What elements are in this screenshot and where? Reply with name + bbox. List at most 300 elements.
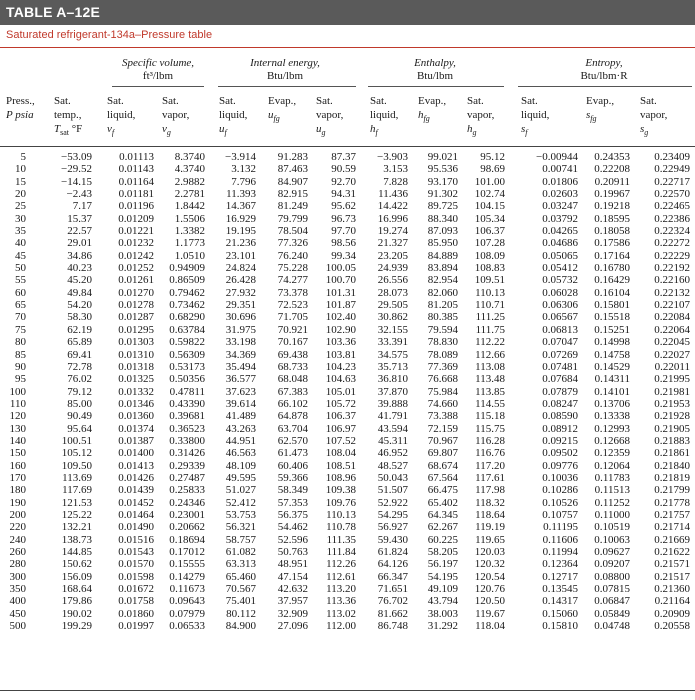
cell-hf: 19.274 [377,225,408,238]
cell-ug: 104.63 [325,373,356,386]
cell-sf: 0.08247 [542,397,578,410]
header-sg: Sat. vapor, $s_g$ [640,95,668,138]
cell-sfg: 0.05849 [594,607,630,620]
cell-temp: 150.62 [61,558,92,571]
cell-vf: 0.01860 [118,607,154,620]
cell-uf: 49.595 [225,471,256,484]
cell-sg: 0.21757 [654,508,690,521]
cell-vg: 4.3740 [174,163,205,176]
cell-press: 5 [20,151,26,163]
cell-ufg: 79.799 [277,212,308,225]
cell-sf: 0.06813 [542,323,578,336]
cell-ufg: 81.249 [277,200,308,213]
cell-uf: 30.696 [225,311,256,324]
header-press: Press., P psia [6,95,35,121]
cell-sf: 0.12364 [542,558,578,571]
group-line-internal-energy [218,86,356,87]
cell-vg: 0.14279 [169,570,205,583]
header-vf: Sat. liquid, $v_f$ [107,95,136,138]
cell-sg: 0.22949 [654,163,690,176]
cell-sfg: 0.12064 [594,459,630,472]
cell-sg: 0.22570 [654,188,690,201]
cell-ug: 108.96 [325,471,356,484]
cell-hfg: 99.021 [427,151,458,163]
cell-press: 110 [9,397,26,410]
cell-ug: 94.31 [331,188,356,201]
subtitle-rule [0,47,695,48]
cell-hf: 54.295 [377,508,408,521]
cell-vf: 0.01181 [118,188,154,201]
cell-hfg: 93.170 [427,175,458,188]
cell-vg: 0.31426 [169,447,205,460]
cell-ug: 103.81 [325,348,356,361]
cell-ug: 112.26 [326,558,356,571]
cell-sf: 0.07879 [542,385,578,398]
cell-hg: 120.03 [474,546,505,558]
cell-hfg: 54.195 [427,570,458,583]
cell-ufg: 47.154 [277,570,308,583]
cell-press: 75 [15,323,26,336]
cell-hg: 120.32 [474,558,505,571]
cell-ug: 112.00 [326,620,356,633]
cell-hfg: 43.794 [427,595,458,608]
cell-ug: 105.72 [325,397,356,410]
cell-vf: 0.01295 [118,323,154,336]
cell-ufg: 72.523 [277,299,308,312]
cell-sfg: 0.10519 [594,521,630,534]
cell-vg: 1.3382 [174,225,205,238]
cell-uf: 19.195 [225,225,256,238]
cell-temp: 199.29 [61,620,92,633]
cell-temp: 40.23 [67,262,92,275]
cell-sg: 0.22160 [654,274,690,287]
cell-vf: 0.01332 [118,385,154,398]
cell-temp: −29.52 [61,163,92,176]
cell-ug: 87.37 [331,151,356,163]
cell-hf: 76.702 [377,595,408,608]
cell-sg: 0.21981 [654,385,690,398]
cell-press: 15 [15,175,26,188]
cell-hg: 120.50 [474,595,505,608]
cell-sf: 0.04265 [542,225,578,238]
header-hf: Sat. liquid, $h_f$ [370,95,399,138]
cell-sf: 0.02603 [542,188,578,201]
cell-hf: 61.824 [377,546,408,558]
cell-sg: 0.22229 [654,249,690,262]
cell-ug: 106.97 [325,422,356,435]
cell-temp: 179.86 [61,595,92,608]
cell-sg: 0.20558 [654,620,690,633]
cell-uf: 70.567 [225,583,256,596]
cell-press: 65 [15,299,26,312]
cell-hf: 30.862 [377,311,408,324]
cell-uf: 56.321 [225,521,256,534]
cell-sg: 0.22027 [654,348,690,361]
cell-vf: 0.01252 [118,262,154,275]
cell-sfg: 0.19218 [594,200,630,213]
cell-hf: 39.888 [377,397,408,410]
cell-sg: 0.21928 [654,410,690,423]
cell-press: 160 [9,459,26,472]
cell-hg: 115.75 [475,422,505,435]
cell-press: 25 [15,200,26,213]
cell-hfg: 82.060 [427,286,458,299]
cell-sfg: 0.16429 [594,274,630,287]
cell-hg: 112.22 [475,336,505,349]
cell-hf: 59.430 [377,533,408,546]
cell-sf: 0.09502 [542,447,578,460]
cell-uf: 26.428 [225,274,256,287]
cell-hg: 117.20 [475,459,505,472]
cell-sf: 0.05412 [542,262,578,275]
cell-sfg: 0.19967 [594,188,630,201]
cell-ug: 113.02 [326,607,356,620]
cell-hg: 113.08 [475,360,505,373]
header-hfg: Evap., $h_{fg}$ [418,95,447,124]
cell-hg: 107.28 [474,237,505,250]
cell-vf: 0.01490 [118,521,154,534]
cell-sg: 0.22064 [654,323,690,336]
cell-press: 20 [15,188,26,201]
header-ufg: Evap., $u_{fg}$ [268,95,297,124]
cell-sg: 0.21819 [654,471,690,484]
cell-hf: 86.748 [377,620,408,633]
cell-ufg: 56.375 [277,508,308,521]
cell-ug: 98.56 [331,237,356,250]
header-sf: Sat. liquid, $s_f$ [521,95,550,138]
cell-hf: 7.828 [383,175,408,188]
cell-vg: 2.9882 [174,175,205,188]
cell-sg: 0.22192 [654,262,690,275]
cell-sf: 0.07269 [542,348,578,361]
cell-vg: 0.53173 [169,360,205,373]
cell-vf: 0.01270 [118,286,154,299]
cell-hg: 118.64 [475,508,505,521]
cell-vf: 0.01261 [118,274,154,287]
cell-temp: −14.15 [61,175,92,188]
cell-hfg: 56.197 [427,558,458,571]
cell-ufg: 75.228 [277,262,308,275]
cell-hfg: 78.089 [427,348,458,361]
cell-sf: 0.08912 [542,422,578,435]
cell-vf: 0.01325 [118,373,154,386]
cell-vg: 0.11673 [169,583,205,596]
cell-vf: 0.01570 [118,558,154,571]
cell-sg: 0.22107 [654,299,690,312]
cell-sf: 0.07684 [542,373,578,386]
cell-sfg: 0.07815 [594,583,630,596]
cell-temp: 144.85 [61,546,92,558]
cell-sf: 0.14317 [542,595,578,608]
cell-ufg: 82.915 [277,188,308,201]
cell-press: 35 [15,225,26,238]
cell-hf: 56.927 [377,521,408,534]
cell-sg: 0.21571 [654,558,690,571]
cell-vg: 0.36523 [169,422,205,435]
cell-ufg: 70.167 [277,336,308,349]
cell-ug: 95.62 [331,200,356,213]
cell-press: 500 [9,620,26,633]
cell-hfg: 72.159 [427,422,458,435]
cell-uf: 61.082 [225,546,256,558]
cell-sf: 0.04686 [542,237,578,250]
cell-hfg: 58.205 [427,546,458,558]
cell-hfg: 66.475 [427,484,458,497]
cell-sf: 0.05732 [542,274,578,287]
cell-temp: 168.64 [61,583,92,596]
cell-hf: 45.311 [378,434,408,447]
cell-sf: 0.11195 [543,521,578,534]
cell-sg: 0.21840 [654,459,690,472]
cell-vg: 0.39681 [169,410,205,423]
cell-uf: 7.796 [231,175,256,188]
header-sfg: Evap., $s_{fg}$ [586,95,615,124]
cell-ufg: 73.378 [277,286,308,299]
cell-ufg: 63.704 [277,422,308,435]
cell-hf: 36.810 [377,373,408,386]
cell-sg: 0.22132 [654,286,690,299]
cell-uf: 33.198 [225,336,256,349]
cell-vg: 8.3740 [174,151,205,163]
cell-ug: 102.40 [325,311,356,324]
cell-sfg: 0.13706 [594,397,630,410]
cell-temp: 100.51 [61,434,92,447]
cell-sg: 0.21778 [654,496,690,509]
cell-press: 100 [9,385,26,398]
cell-hf: 37.870 [377,385,408,398]
cell-hf: 11.436 [378,188,408,201]
cell-press: 90 [15,360,26,373]
cell-uf: 41.489 [225,410,256,423]
cell-sg: 0.22324 [654,225,690,238]
cell-hg: 101.00 [474,175,505,188]
cell-sfg: 0.11000 [594,508,630,521]
cell-vf: 0.01209 [118,212,154,225]
cell-temp: 65.89 [67,336,92,349]
cell-sf: 0.06306 [542,299,578,312]
cell-temp: 15.37 [67,212,92,225]
cell-sfg: 0.11513 [594,484,630,497]
cell-hfg: 82.954 [427,274,458,287]
cell-hf: 14.422 [377,200,408,213]
cell-vf: 0.01452 [118,496,154,509]
cell-vf: 0.01426 [118,471,154,484]
cell-sfg: 0.18595 [594,212,630,225]
cell-ufg: 57.353 [277,496,308,509]
cell-sfg: 0.18058 [594,225,630,238]
cell-vf: 0.01413 [118,459,154,472]
cell-hf: 26.556 [377,274,408,287]
cell-press: 260 [9,546,26,558]
cell-hg: 104.15 [474,200,505,213]
cell-vg: 0.18694 [169,533,205,546]
cell-sf: 0.12717 [542,570,578,583]
cell-vf: 0.01543 [118,546,154,558]
cell-vg: 1.5506 [174,212,205,225]
cell-temp: 22.57 [67,225,92,238]
cell-hg: 119.67 [475,607,505,620]
cell-temp: 113.69 [62,471,92,484]
cell-sf: 0.00741 [542,163,578,176]
cell-hf: 50.043 [377,471,408,484]
cell-sfg: 0.06847 [594,595,630,608]
cell-press: 170 [9,471,26,484]
cell-vg: 0.56309 [169,348,205,361]
cell-sf: 0.01806 [542,175,578,188]
cell-vg: 0.86509 [169,274,205,287]
cell-hfg: 38.003 [427,607,458,620]
cell-ug: 99.34 [331,249,356,262]
cell-ufg: 67.383 [277,385,308,398]
cell-hf: 23.205 [377,249,408,262]
header-ug: Sat. vapor, $u_g$ [316,95,344,138]
header-vg: Sat. vapor, $v_g$ [162,95,190,138]
cell-hfg: 67.564 [427,471,458,484]
cell-vg: 1.0510 [174,249,205,262]
cell-vf: 0.01346 [118,397,154,410]
cell-temp: 34.86 [67,249,92,262]
cell-ug: 107.52 [325,434,356,447]
cell-hg: 105.34 [474,212,505,225]
cell-ufg: 74.277 [277,274,308,287]
cell-ufg: 27.096 [277,620,308,633]
cell-ufg: 64.878 [277,410,308,423]
cell-sg: 0.21669 [654,533,690,546]
cell-sfg: 0.16780 [594,262,630,275]
cell-ufg: 91.283 [277,151,308,163]
cell-hf: 16.996 [377,212,408,225]
cell-ug: 104.23 [325,360,356,373]
cell-sfg: 0.16104 [594,286,630,299]
cell-vf: 0.01143 [118,163,154,176]
cell-sg: 0.22011 [654,360,690,373]
cell-temp: 95.64 [67,422,92,435]
cell-vg: 0.50356 [169,373,205,386]
cell-sf: 0.11994 [542,546,578,558]
cell-sg: 0.21714 [654,521,690,534]
cell-hfg: 84.889 [427,249,458,262]
cell-temp: 69.41 [67,348,92,361]
cell-hf: 21.327 [377,237,408,250]
cell-sg: 0.21164 [654,595,690,608]
header-uf: Sat. liquid, $u_f$ [219,95,248,138]
cell-sg: 0.22386 [654,212,690,225]
cell-temp: 156.09 [61,570,92,583]
cell-hfg: 49.109 [427,583,458,596]
cell-hf: 52.922 [377,496,408,509]
cell-uf: 36.577 [225,373,256,386]
cell-vf: 0.01360 [118,410,154,423]
cell-hfg: 78.830 [427,336,458,349]
cell-vf: 0.01221 [118,225,154,238]
cell-temp: 105.12 [61,447,92,460]
cell-uf: 51.027 [225,484,256,497]
cell-uf: 3.132 [231,163,256,176]
cell-vf: 0.01374 [118,422,154,435]
cell-uf: 31.975 [225,323,256,336]
cell-press: 40 [15,237,26,250]
header-separator [0,146,695,147]
cell-ufg: 70.921 [277,323,308,336]
cell-uf: 37.623 [225,385,256,398]
cell-hfg: 95.536 [427,163,458,176]
cell-hg: 106.37 [474,225,505,238]
cell-sg: 0.22272 [654,237,690,250]
cell-vg: 0.68290 [169,311,205,324]
cell-ug: 101.31 [325,286,356,299]
cell-temp: 121.53 [61,496,92,509]
cell-uf: 21.236 [225,237,256,250]
cell-sf: 0.13545 [542,583,578,596]
cell-press: 80 [15,336,26,349]
cell-vf: 0.01310 [118,348,154,361]
cell-sg: 0.22045 [654,336,690,349]
cell-ug: 105.01 [325,385,356,398]
cell-hfg: 64.345 [427,508,458,521]
cell-hf: 32.155 [377,323,408,336]
cell-sf: 0.07481 [542,360,578,373]
cell-sg: 0.22084 [654,311,690,324]
cell-sg: 0.21517 [654,570,690,583]
table-bottom-rule [0,690,695,691]
cell-vf: 0.01242 [118,249,154,262]
cell-sf: 0.06567 [542,311,578,324]
cell-ufg: 78.504 [277,225,308,238]
cell-sfg: 0.14529 [594,360,630,373]
cell-press: 130 [9,422,26,435]
cell-uf: 43.263 [225,422,256,435]
cell-temp: 72.78 [67,360,92,373]
cell-hfg: 65.402 [427,496,458,509]
cell-hg: 115.18 [475,410,505,423]
cell-ug: 111.84 [326,546,356,558]
cell-ufg: 62.570 [277,434,308,447]
cell-hfg: 85.950 [427,237,458,250]
cell-sg: 0.21883 [654,434,690,447]
cell-uf: 52.412 [225,496,256,509]
cell-hfg: 73.388 [427,410,458,423]
cell-hfg: 83.894 [427,262,458,275]
cell-uf: 65.460 [225,570,256,583]
cell-temp: 62.19 [67,323,92,336]
cell-sg: 0.20909 [654,607,690,620]
cell-uf: 63.313 [225,558,256,571]
cell-vf: 0.01196 [118,200,154,213]
group-line-enthalpy [368,86,504,87]
cell-vg: 1.8442 [174,200,205,213]
cell-hg: 119.65 [475,533,505,546]
cell-vg: 0.33800 [169,434,205,447]
header-hg: Sat. vapor, $h_g$ [467,95,495,138]
cell-hf: 43.594 [377,422,408,435]
cell-vg: 0.23001 [169,508,205,521]
cell-hfg: 69.807 [427,447,458,460]
cell-vf: 0.01113 [119,151,154,163]
cell-hg: 113.48 [475,373,505,386]
cell-uf: 27.932 [225,286,256,299]
column-hg [435,151,505,632]
cell-hfg: 77.369 [427,360,458,373]
cell-hfg: 91.302 [427,188,458,201]
cell-hfg: 88.340 [427,212,458,225]
cell-hg: 108.09 [474,249,505,262]
cell-sfg: 0.12993 [594,422,630,435]
cell-hfg: 89.725 [427,200,458,213]
cell-press: 220 [9,521,26,534]
cell-hf: 3.153 [383,163,408,176]
cell-ufg: 54.462 [277,521,308,534]
cell-sfg: 0.17164 [594,249,630,262]
